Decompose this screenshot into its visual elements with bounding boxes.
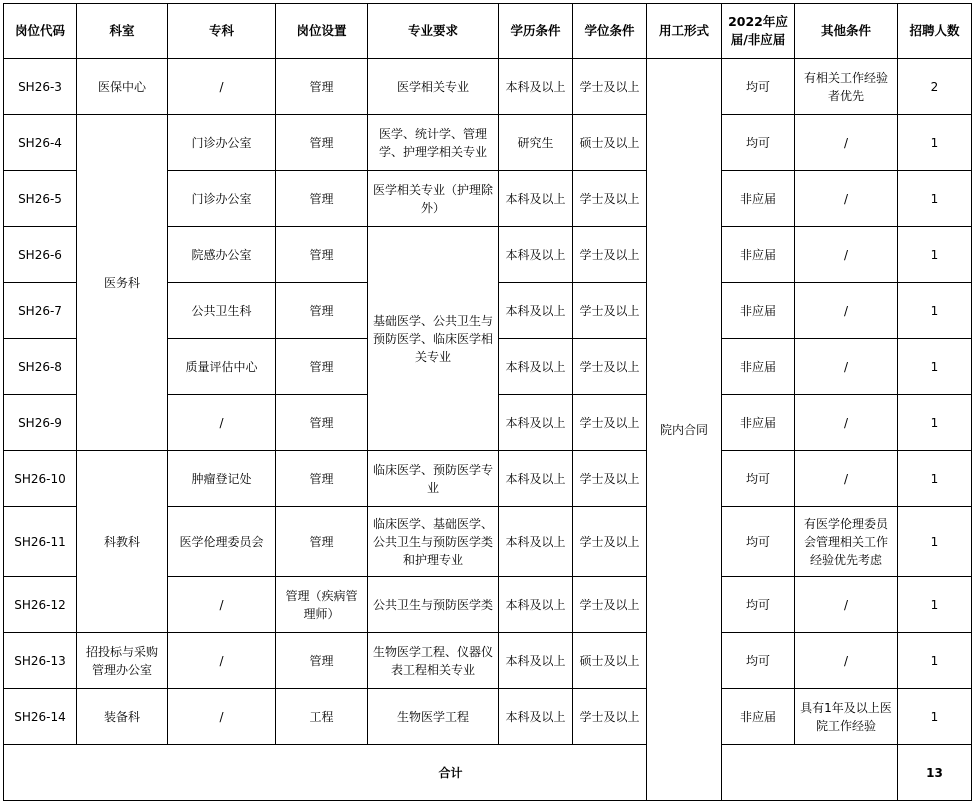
specialty-cell: / [168,577,276,633]
specialty-cell: 门诊办公室 [168,115,276,171]
post-code-cell: SH26-6 [4,227,77,283]
post-code-cell: SH26-3 [4,59,77,115]
other-conditions-cell: / [795,115,898,171]
department-cell: 医保中心 [77,59,168,115]
degree-cell: 硕士及以上 [573,633,647,689]
major-cell: 医学、统计学、管理学、护理学相关专业 [368,115,499,171]
headcount-cell: 1 [898,395,972,451]
headcount-cell: 1 [898,339,972,395]
major-cell: 临床医学、预防医学专业 [368,451,499,507]
header-cell: 用工形式 [647,4,722,59]
education-cell: 本科及以上 [499,577,573,633]
headcount-cell: 1 [898,283,972,339]
education-cell: 本科及以上 [499,689,573,745]
table-header-row [4,4,972,59]
degree-cell: 学士及以上 [573,227,647,283]
education-cell: 本科及以上 [499,171,573,227]
degree-cell: 学士及以上 [573,689,647,745]
degree-cell: 学士及以上 [573,283,647,339]
major-cell: 生物医学工程、仪器仪表工程相关专业 [368,633,499,689]
specialty-cell: 肿瘤登记处 [168,451,276,507]
specialty-cell: / [168,395,276,451]
department-cell: 招投标与采购管理办公室 [77,633,168,689]
degree-cell: 学士及以上 [573,59,647,115]
header-cell: 科室 [77,4,168,59]
graduate-status-cell: 均可 [722,577,795,633]
post-code-cell: SH26-13 [4,633,77,689]
graduate-status-cell: 非应届 [722,171,795,227]
post-code-cell: SH26-7 [4,283,77,339]
graduate-status-cell: 均可 [722,59,795,115]
header-cell: 岗位代码 [4,4,77,59]
header-cell: 专业要求 [368,4,499,59]
degree-cell: 学士及以上 [573,451,647,507]
total-row [4,745,972,801]
graduate-status-cell: 均可 [722,633,795,689]
other-conditions-cell: / [795,171,898,227]
degree-cell: 学士及以上 [573,577,647,633]
other-conditions-cell: / [795,633,898,689]
graduate-status-cell: 均可 [722,451,795,507]
specialty-cell: 公共卫生科 [168,283,276,339]
graduate-status-cell: 非应届 [722,689,795,745]
headcount-cell: 1 [898,227,972,283]
major-cell: 生物医学工程 [368,689,499,745]
header-cell: 学位条件 [573,4,647,59]
department-cell: 装备科 [77,689,168,745]
post-code-cell: SH26-9 [4,395,77,451]
education-cell: 本科及以上 [499,59,573,115]
graduate-status-cell: 非应届 [722,339,795,395]
post-code-cell: SH26-4 [4,115,77,171]
total-count: 13 [898,745,972,801]
post-code-cell: SH26-14 [4,689,77,745]
post-code-cell: SH26-11 [4,507,77,577]
total-label: 合计 [4,745,898,801]
other-conditions-cell: / [795,577,898,633]
table-row [4,633,972,689]
education-cell: 本科及以上 [499,395,573,451]
post-type-cell: 管理 [276,507,368,577]
headcount-cell: 1 [898,689,972,745]
department-cell: 科教科 [77,451,168,633]
post-code-cell: SH26-5 [4,171,77,227]
major-cell: 医学相关专业 [368,59,499,115]
major-cell: 临床医学、基础医学、公共卫生与预防医学类和护理专业 [368,507,499,577]
headcount-cell: 1 [898,451,972,507]
education-cell: 本科及以上 [499,283,573,339]
headcount-cell: 1 [898,507,972,577]
post-type-cell: 管理 [276,59,368,115]
table-row [4,115,972,171]
headcount-cell: 1 [898,577,972,633]
header-cell: 其他条件 [795,4,898,59]
header-cell: 学历条件 [499,4,573,59]
degree-cell: 学士及以上 [573,395,647,451]
header-cell: 岗位设置 [276,4,368,59]
specialty-cell: 医学伦理委员会 [168,507,276,577]
post-type-cell: 工程 [276,689,368,745]
header-cell: 招聘人数 [898,4,972,59]
graduate-status-cell: 非应届 [722,283,795,339]
education-cell: 本科及以上 [499,633,573,689]
post-type-cell: 管理 [276,283,368,339]
post-type-cell: 管理 [276,171,368,227]
degree-cell: 学士及以上 [573,171,647,227]
employment-form-cell: 院内合同 [647,59,722,801]
post-code-cell: SH26-10 [4,451,77,507]
other-conditions-cell: / [795,227,898,283]
other-conditions-cell: / [795,283,898,339]
recruitment-table [3,3,972,801]
other-conditions-cell: 有医学伦理委员会管理相关工作经验优先考虑 [795,507,898,577]
major-cell: 公共卫生与预防医学类 [368,577,499,633]
table-row [4,59,972,115]
headcount-cell: 1 [898,171,972,227]
specialty-cell: / [168,689,276,745]
headcount-cell: 2 [898,59,972,115]
post-type-cell: 管理 [276,115,368,171]
degree-cell: 学士及以上 [573,339,647,395]
headcount-cell: 1 [898,115,972,171]
post-code-cell: SH26-8 [4,339,77,395]
department-cell: 医务科 [77,115,168,451]
table-row [4,689,972,745]
table-row [4,451,972,507]
specialty-cell: / [168,633,276,689]
specialty-cell: / [168,59,276,115]
education-cell: 研究生 [499,115,573,171]
post-code-cell: SH26-12 [4,577,77,633]
education-cell: 本科及以上 [499,339,573,395]
specialty-cell: 质量评估中心 [168,339,276,395]
graduate-status-cell: 均可 [722,115,795,171]
graduate-status-cell: 均可 [722,507,795,577]
other-conditions-cell: 有相关工作经验者优先 [795,59,898,115]
education-cell: 本科及以上 [499,451,573,507]
other-conditions-cell: / [795,339,898,395]
education-cell: 本科及以上 [499,507,573,577]
other-conditions-cell: / [795,451,898,507]
post-type-cell: 管理（疾病管理师） [276,577,368,633]
post-type-cell: 管理 [276,395,368,451]
header-cell: 2022年应届/非应届 [722,4,795,59]
header-cell: 专科 [168,4,276,59]
post-type-cell: 管理 [276,451,368,507]
major-cell: 医学相关专业（护理除外） [368,171,499,227]
education-cell: 本科及以上 [499,227,573,283]
post-type-cell: 管理 [276,227,368,283]
headcount-cell: 1 [898,633,972,689]
degree-cell: 学士及以上 [573,507,647,577]
graduate-status-cell: 非应届 [722,227,795,283]
other-conditions-cell: 具有1年及以上医院工作经验 [795,689,898,745]
post-type-cell: 管理 [276,339,368,395]
specialty-cell: 门诊办公室 [168,171,276,227]
specialty-cell: 院感办公室 [168,227,276,283]
degree-cell: 硕士及以上 [573,115,647,171]
other-conditions-cell: / [795,395,898,451]
major-cell: 基础医学、公共卫生与预防医学、临床医学相关专业 [368,227,499,451]
post-type-cell: 管理 [276,633,368,689]
graduate-status-cell: 非应届 [722,395,795,451]
